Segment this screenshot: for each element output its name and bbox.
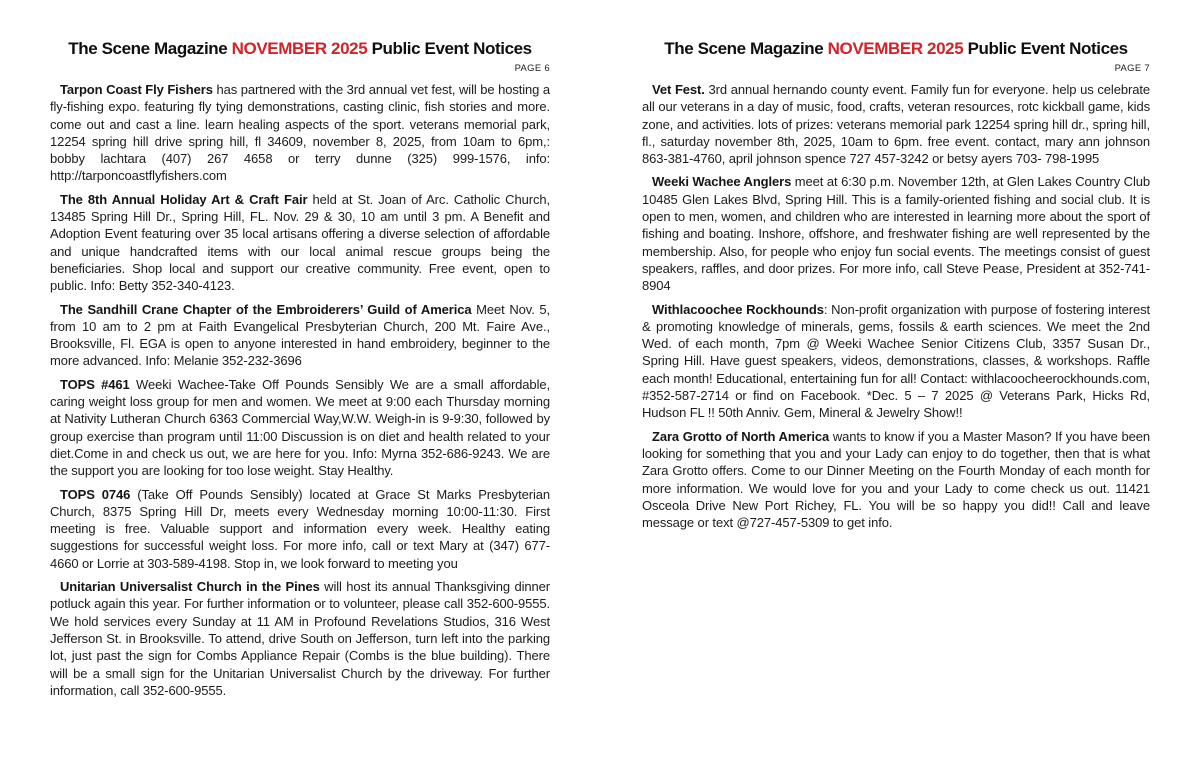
event-notice: Unitarian Universalist Church in the Pines will host its annual Thanksgiving dinner potluck again this year. For further information or to volunteer, please call 352-600-9555. We hold services every Sunday at 11 AM in Profound Revelations Studios, 316 West Jefferson St. in Brooksville. To attend, drive South on Jefferson, turn left into the parking lot, just past the sign for Combs Appliance Repair (Combs is the blue building). There will be a small sign for the Unitarian Universalist Church by the driveway. For further information, call 352-600-9555. <box>50 579 551 698</box>
event-notice-lead: Tarpon Coast Fly Fishers <box>60 82 213 97</box>
title-month-highlight: NOVEMBER 2025 <box>827 39 964 58</box>
event-notice: The 8th Annual Holiday Art & Craft Fair held at St. Joan of Arc. Catholic Church, 13485 Spring Hill Dr., Spring Hill, FL. Nov. 29 & 30, 10 am until 3 pm. A Benefit and Adoption Event featuring over 35 local artisans offering a diverse selection of affordable and unique handcrafted items with our local animal rescue groups being the beneficiaries. Shop local and support our creative community. Free event, open to public. Info: Betty 352-340-4123. <box>50 191 550 294</box>
page-number-label: PAGE 6 <box>514 63 550 74</box>
page-title <box>642 38 1150 59</box>
title-suffix: Public Event Notices <box>963 39 1128 58</box>
event-notice-lead: TOPS 0746 <box>60 486 131 502</box>
page-7 <box>642 38 1150 537</box>
event-notice: Vet Fest. 3rd annual hernando county event. Family fun for everyone. help us celebrate all our veterans in a day of music, food, crafts, veteran resources, rotc kickball game, kids zone, and activities. lots of prizes: veterans memorial park 12254 spring hill dr., spring hill, fl., saturday november 8th, 2025, 10am to 6pm. free event. contact, mary ann johnson 863-381-4760, april johnson spence 727 457-3242 or betsy ayers 703- 798-1995 <box>642 82 1150 167</box>
event-notice: Weeki Wachee Anglers meet at 6:30 p.m. November 12th, at Glen Lakes Country Club 10485 Glen Lakes Blvd, Spring Hill. This is a family-oriented fishing and social club. It is open to men, women, and children who are interested in learning more about the sport of fishing and boating. Inshore, offshore, and freshwater fishing are well represented by the membership. Also, for people who enjoy fun social events. The meetings consist of guest speakers, raffles, and door prizes. For more info, call Steve Pease, President at 352-741-8904 <box>642 174 1150 294</box>
page-6 <box>50 38 550 705</box>
event-notice: The Sandhill Crane Chapter of the Embroiderers’ Guild of America Meet Nov. 5, from 10 am to 2 pm at Faith Evangelical Presbyterian Church, 200 Mt. Faire Ave., Brooksville, Fl. EGA is open to anyone interested in hand embroidery, beginner to the more advanced. Info: Melanie 352-232-3696 <box>50 301 550 369</box>
event-notice-lead: Withlacoochee Rockhounds <box>652 301 824 317</box>
event-notice: Tarpon Coast Fly Fishers has partnered with the 3rd annual vet fest, will be hosting a fly-fishing expo. featuring fly tying demonstrations, casting clinic, fish stories and more. come out and cast a line. learn healing aspects of the sport. veterans memorial park, 12254 spring hill drive spring hill, fl 34609, november 8, 2025, from 10am to 6pm,: bobby lachtara (407) 267 4658 or terry dunne (325) 999-1576, info: http://tarponcoastflyfishers.com <box>50 82 551 184</box>
event-notices-column <box>50 81 550 699</box>
event-notice: TOPS #461 Weeki Wachee-Take Off Pounds Sensibly We are a small affordable, caring weight loss group for men and women. We meet at 9:00 each Thursday morning at Nativity Lutheran Church 6363 Commercial Way,W.W. Weigh-in is 9-9:30, followed by group exercise than program until 11:00 Discussion is on diet and health related to your diet.Come in and check us out, we are here for you. Info: Myrna 352-686-9243. We are the support you are looking for too lose weight. Stay Healthy. <box>50 376 550 479</box>
page-number-label: PAGE 7 <box>1114 63 1150 74</box>
event-notices-column <box>642 81 1150 531</box>
event-notice-lead: The Sandhill Crane Chapter of the Embroiderers’ Guild of America <box>60 301 472 317</box>
event-notice-lead: Unitarian Universalist Church in the Pines <box>60 579 320 595</box>
event-notice-lead: TOPS #461 <box>60 376 130 392</box>
title-prefix: The Scene Magazine <box>664 39 828 58</box>
event-notice-lead: Zara Grotto of North America <box>652 428 830 444</box>
title-suffix: Public Event Notices <box>367 39 532 58</box>
title-month-highlight: NOVEMBER 2025 <box>231 39 368 58</box>
title-prefix: The Scene Magazine <box>68 39 232 58</box>
page-title <box>50 38 550 59</box>
event-notice-lead: The 8th Annual Holiday Art & Craft Fair <box>60 191 308 207</box>
event-notice-lead: Weeki Wachee Anglers <box>652 174 792 190</box>
event-notice: Withlacoochee Rockhounds: Non-profit organization with purpose of fostering interest & promoting knowledge of minerals, gems, fossils & earth sciences. We meet the 2nd Wed. of each month, 7pm @ Weeki Wachee Senior Citizens Club, 3357 Susan Dr., Spring Hill. Have guest speakers, videos, demonstrations, classes, & workshops. Raffle each month! Educational, entertaining fun for all! Contact: withlacoocheerockhounds.com, #352-587-2714 or find on Facebook. *Dec. 5 – 7 2025 @ Veterans Park, Hicks Rd, Hudson FL !! 50th Anniv. Gem, Mineral & Jewelry Show!! <box>642 301 1151 421</box>
event-notice-lead: Vet Fest. <box>652 82 705 97</box>
event-notice: Zara Grotto of North America wants to know if you a Master Mason? If you have been looking for something that you and your Lady can enjoy to do together, then that is what Zara Grotto offers. Come to our Dinner Meeting on the Fourth Monday of each month for more information. We would love for you and your Lady to come check us out. 11421 Osceola Drive New Port Richey, FL. You will be so happy you did!! Call and leave message or text @727-457-5309 to get info. <box>642 428 1150 531</box>
event-notice: TOPS 0746 (Take Off Pounds Sensibly) located at Grace St Marks Presbyterian Church, 8375 Spring Hill Dr, meets every Wednesday morning 10:00-11:30. First meeting is free. Valuable support and information every week. Healthy eating suggestions for successful weight loss. For more info, call or text Mary at (347) 677-4660 or Lorrie at 303-589-4198. Stop in, we look forward to meeting you <box>50 486 551 571</box>
